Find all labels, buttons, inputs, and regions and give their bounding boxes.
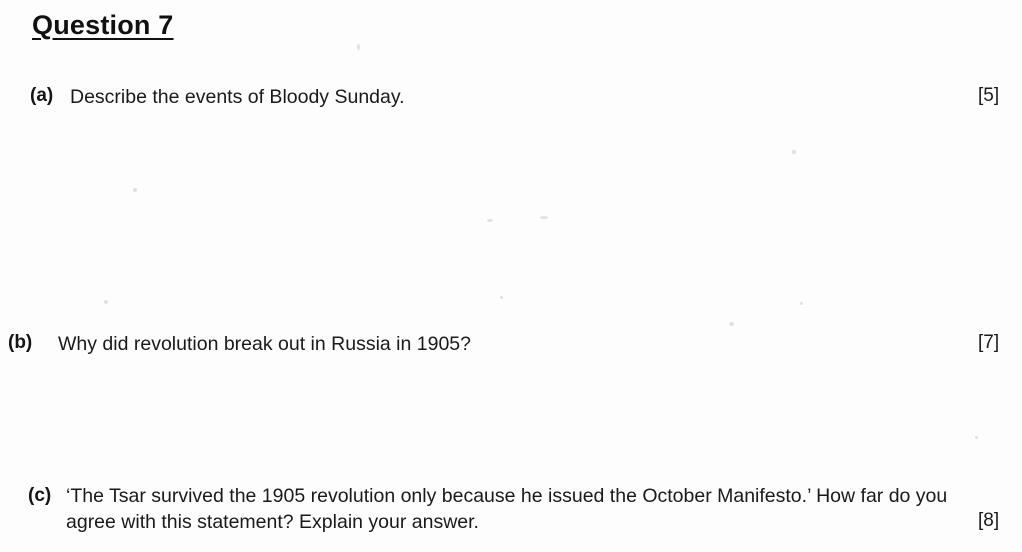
scan-speck bbox=[357, 44, 360, 50]
part-text-a: Describe the events of Bloody Sunday. bbox=[70, 86, 405, 108]
scan-speck bbox=[500, 296, 503, 299]
scan-speck bbox=[975, 436, 978, 439]
part-text-b: Why did revolution break out in Russia in 1905? bbox=[58, 333, 471, 355]
part-marks-b: [7] bbox=[978, 332, 1000, 353]
part-marks-c: [8] bbox=[978, 510, 1000, 531]
part-text-c: ‘The Tsar survived the 1905 revolution only because he issued the October Manifesto.’ How far do you agree with this statement? Explain your answer. bbox=[66, 485, 953, 533]
part-marks-a: [5] bbox=[978, 85, 1000, 106]
scan-speck bbox=[729, 322, 734, 326]
scan-speck bbox=[540, 216, 548, 219]
part-label-c: (c) bbox=[28, 485, 52, 506]
part-label-a: (a) bbox=[30, 85, 54, 106]
scan-speck bbox=[792, 150, 796, 154]
scan-speck bbox=[104, 300, 108, 304]
scan-speck bbox=[487, 219, 493, 222]
scan-speck bbox=[133, 188, 137, 192]
scan-speck bbox=[800, 302, 803, 305]
page-title: Question 7 bbox=[32, 10, 174, 40]
part-label-b: (b) bbox=[8, 332, 33, 353]
